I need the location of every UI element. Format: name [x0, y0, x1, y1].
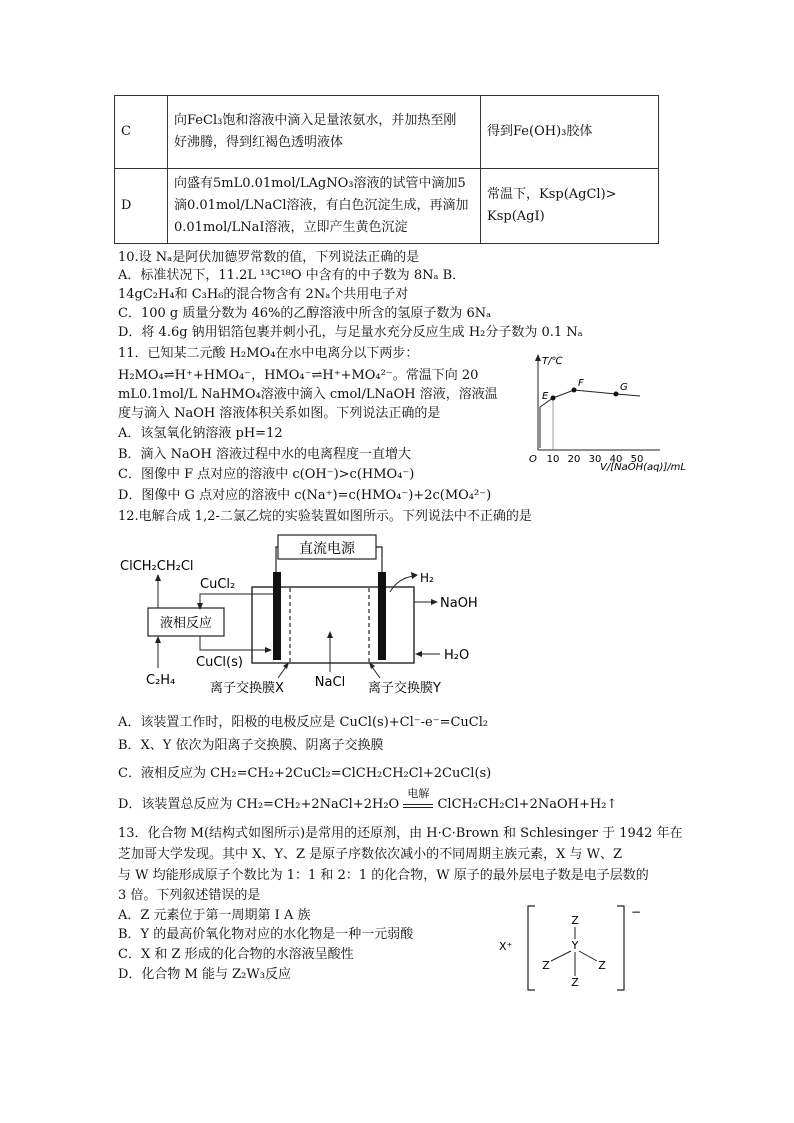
c2h4-label: C₂H₄	[146, 673, 176, 688]
z-atom-right: Z	[598, 959, 606, 972]
cucls-arrow	[200, 636, 268, 650]
h2-label: H₂	[420, 571, 434, 585]
q10-stem: 10.设 Nₐ是阿伏加德罗常数的值，下列说法正确的是	[118, 250, 420, 265]
y-axis-label: T/℃	[542, 356, 563, 367]
desc-line: 向FeCl₃饱和溶液中滴入足量浓氨水，并加热至刚	[174, 113, 457, 128]
q13-line: 与 W 均能形成原子个数比为 1：1 和 2：1 的化合物，W 原子的最外层电子数是电子层数的	[118, 868, 649, 883]
structure-formula	[495, 898, 655, 998]
q12-option-a: A．该装置工作时，阳极的电极反应是 CuCl(s)+Cl⁻-e⁻=CuCl₂	[118, 715, 489, 730]
x-tick-label: 10	[546, 454, 560, 465]
q11-option-b: B．滴入 NaOH 溶液过程中水的电离程度一直增大	[118, 447, 411, 462]
x-tick-label: 30	[588, 454, 602, 465]
condition-label: 电解	[407, 787, 430, 800]
q11-line: 度与滴入 NaOH 溶液体积关系如图。下列说法正确的是	[118, 406, 441, 421]
row-label: D	[115, 169, 168, 244]
point-label: F	[578, 378, 584, 389]
q12-option-b: B．X、Y 依次为阳离子交换膜、阴离子交换膜	[118, 738, 384, 753]
q13-stem: 13．化合物 M(结构式如图所示)是常用的还原剂，由 H·C·Brown 和 Schlesinger 于 1942 年在	[118, 826, 683, 841]
q10-option-c: C．100 g 质量分数为 46%的乙醇溶液中所含的氢原子数为 6Nₐ	[118, 306, 492, 321]
power-supply-label: 直流电源	[299, 541, 355, 557]
q11-stem: 11．已知某二元酸 H₂MO₄在水中电离分以下两步：	[118, 346, 419, 361]
q12-option-d	[118, 787, 618, 812]
q13-line: 芝加哥大学发现。其中 X、Y、Z 是原子序数依次减小的不同周期主族元素，X 与 W、Z	[118, 847, 623, 862]
q11-line: H₂MO₄⇌H⁺+HMO₄⁻，HMO₄⁻⇌H⁺+MO₄²⁻。常温下向 20	[118, 368, 479, 383]
liquid-reaction-label: 液相反应	[159, 616, 213, 631]
x-tick-label: 20	[567, 454, 581, 465]
desc-line: 0.01mol/LNaI溶液，立即产生黄色沉淀	[174, 220, 408, 235]
membrane-y-label: 离子交换膜Y	[368, 681, 441, 696]
row-result	[481, 169, 659, 244]
bond	[551, 951, 571, 961]
wire-right	[376, 547, 382, 572]
right-bracket	[617, 906, 624, 990]
row-description	[168, 96, 481, 169]
electrolysis-diagram	[118, 532, 498, 702]
nacl-label: NaCl	[314, 675, 346, 690]
bond	[579, 951, 597, 961]
q10-option-b: 14gC₂H₄和 C₃H₆的混合物含有 2Nₐ个共用电子对	[118, 287, 409, 302]
x-axis-label: V/[NaOH(aq)]/mL	[600, 462, 686, 473]
q10-option-a: A．标准状况下，11.2L ¹³C¹⁸O 中含有的中子数为 8Nₐ B．	[118, 268, 466, 283]
table-row	[115, 169, 659, 244]
x-tick-label: 50	[630, 454, 644, 465]
table-row	[115, 96, 659, 169]
result-line: 常温下，Ksp(AgCl)>	[487, 187, 617, 202]
point-g	[614, 392, 619, 397]
q13-option-a: A．Z 元素位于第一周期第 I A 族	[118, 908, 311, 923]
h2-arrow	[390, 576, 414, 592]
desc-line: 好沸腾，得到红褐色透明液体	[174, 135, 344, 150]
q13-option-d: D．化合物 M 能与 Z₂W₃反应	[118, 967, 291, 982]
q10-option-d: D．将 4.6g 钠用铝箔包裹并刺小孔，与足量水充分反应生成 H₂分子数为 0.1 Nₐ	[118, 325, 583, 340]
point-e	[551, 396, 556, 401]
q11-line: mL0.1mol/L NaHMO₄溶液中滴入 cmol/LNaOH 溶液，溶液温	[118, 387, 498, 402]
q13-option-b: B．Y 的最高价氧化物对应的水化物是一种一元弱酸	[118, 927, 414, 942]
q11-option-c: C．图像中 F 点对应的溶液中 c(OH⁻)>c(HMO₄⁻)	[118, 467, 415, 482]
y-axis-arrow	[535, 354, 541, 361]
desc-line: 向盛有5mL0.01mol/LAgNO₃溶液的试管中滴加5	[174, 176, 466, 191]
z-atom-bottom: Z	[571, 976, 579, 989]
row-label: C	[115, 96, 168, 169]
membrane-x-label: 离子交换膜X	[210, 681, 284, 696]
q12-option-c: C．液相反应为 CH₂=CH₂+2CuCl₂=ClCH₂CH₂Cl+2CuCl(s)	[118, 766, 492, 781]
anion-charge: −	[631, 905, 642, 919]
point-f	[572, 388, 577, 393]
z-atom-top: Z	[571, 914, 579, 927]
cathode	[378, 572, 386, 660]
q12-d-right: ClCH₂CH₂Cl+2NaOH+H₂↑	[437, 797, 618, 812]
row-description	[168, 169, 481, 244]
cation-label: X⁺	[499, 940, 513, 953]
y-atom-center: Y	[571, 939, 579, 952]
result-line: Ksp(AgI)	[487, 209, 545, 224]
cucls-label: CuCl(s)	[196, 655, 243, 670]
product-label: ClCH₂CH₂Cl	[120, 559, 194, 574]
point-label: G	[620, 382, 628, 393]
equals-sign	[403, 804, 433, 808]
x-tick-label: 40	[609, 454, 623, 465]
q13-line: 3 倍。下列叙述错误的是	[118, 888, 261, 903]
point-label: E	[542, 391, 549, 402]
z-atom-left: Z	[542, 959, 550, 972]
q11-option-a: A．该氢氧化钠溶液 pH=12	[118, 426, 283, 441]
anode	[273, 572, 281, 660]
row-result	[481, 96, 659, 169]
temperature-chart	[520, 352, 690, 474]
desc-line: 滴0.01mol/LNaCl溶液，有白色沉淀生成，再滴加	[174, 198, 469, 213]
q12-stem: 12.电解合成 1,2-二氯乙烷的实验装置如图所示。下列说法中不正确的是	[118, 509, 532, 524]
h2o-label: H₂O	[444, 648, 470, 663]
q12-d-left: D．该装置总反应为 CH₂=CH₂+2NaCl+2H₂O	[118, 797, 400, 812]
origin-label: O	[529, 454, 537, 465]
q13-option-c: C．X 和 Z 形成的化合物的水溶液呈酸性	[118, 947, 354, 962]
electrolysis-condition	[403, 787, 433, 808]
naoh-label: NaOH	[440, 596, 478, 611]
cucl2-label: CuCl₂	[200, 577, 236, 592]
options-table	[114, 95, 659, 244]
left-bracket	[528, 906, 535, 990]
cucl2-arrow	[200, 594, 273, 608]
result-line: 得到Fe(OH)₃胶体	[487, 124, 593, 139]
q11-option-d: D．图像中 G 点对应的溶液中 c(Na⁺)=c(HMO₄⁻)+2c(MO₄²⁻)	[118, 488, 492, 503]
